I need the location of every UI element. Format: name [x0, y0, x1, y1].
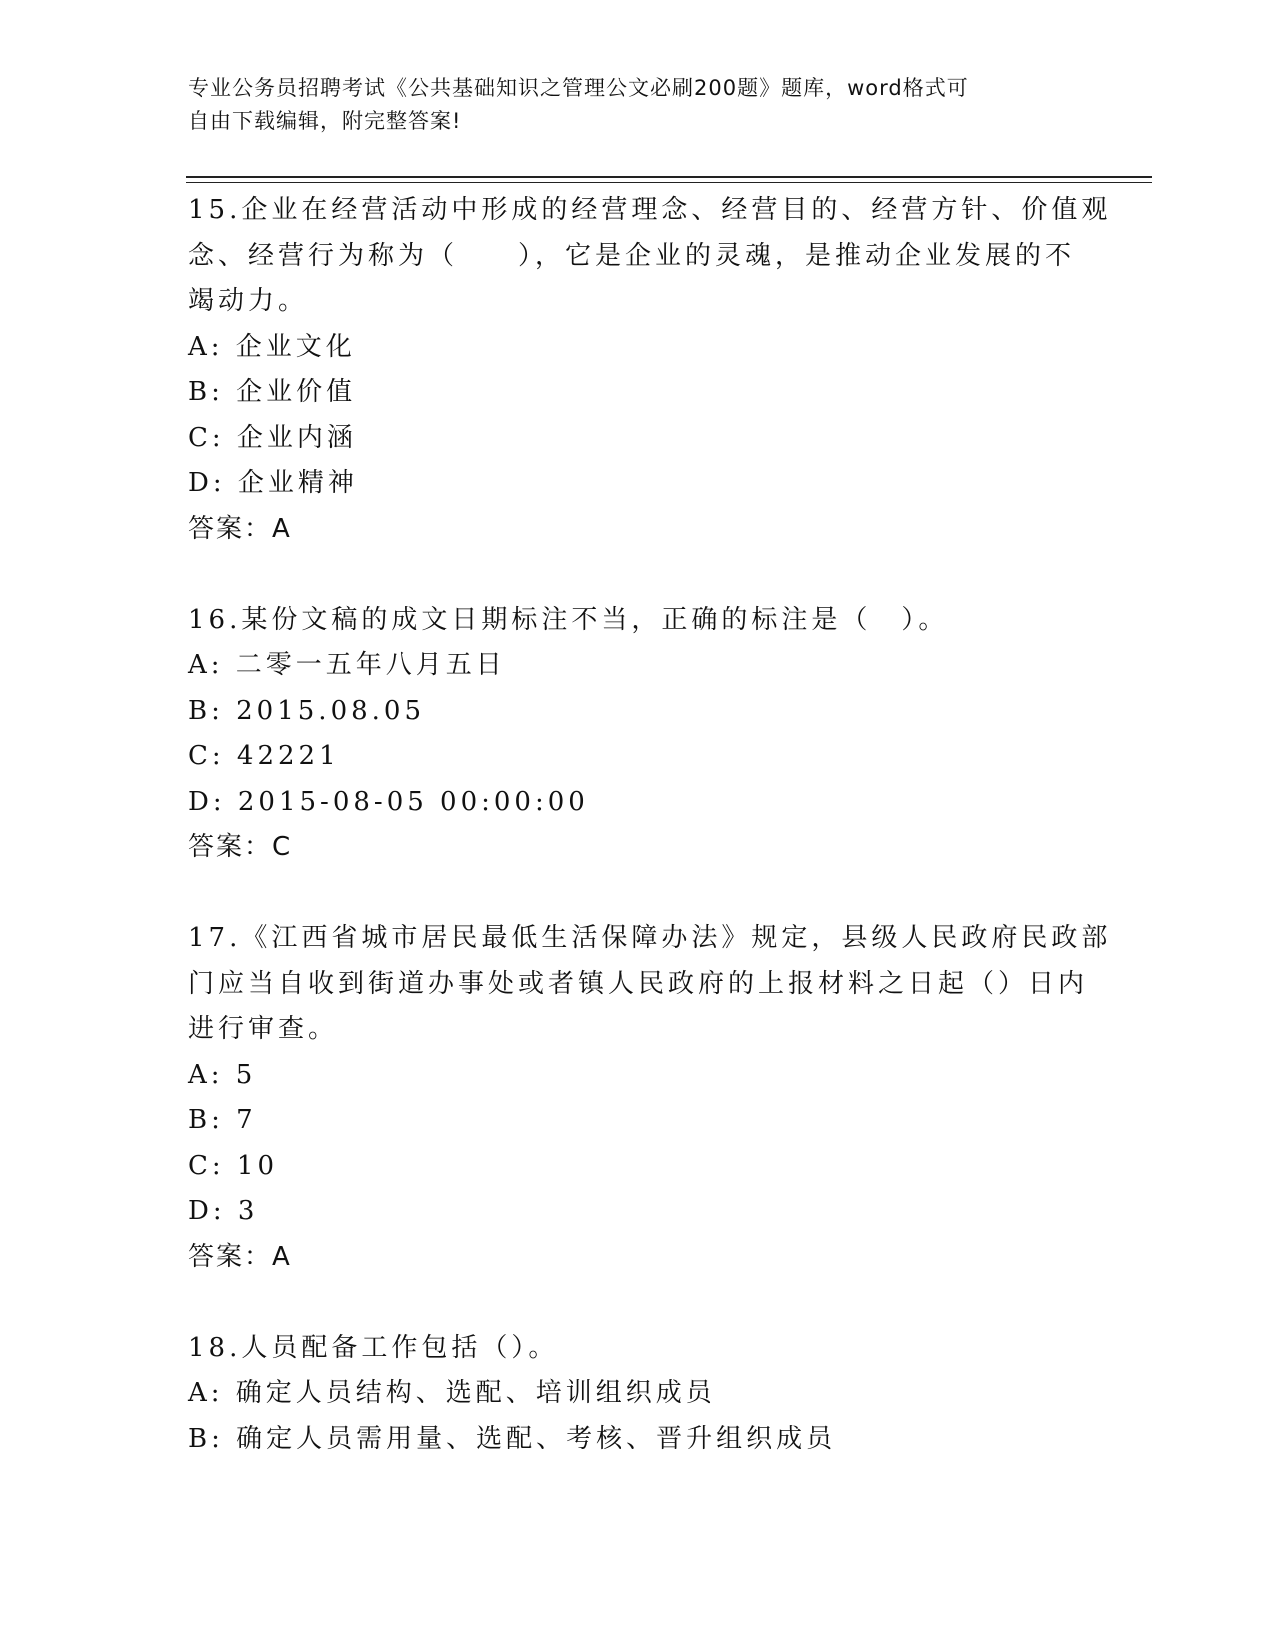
- option-c: C: 10: [188, 1150, 279, 1181]
- question-17: [188, 916, 1112, 1280]
- option-b: B: 确定人员需用量、选配、考核、晋升组织成员: [188, 1423, 837, 1454]
- question-stem-line: 15.企业在经营活动中形成的经营理念、经营目的、经营方针、价值观: [188, 195, 1112, 225]
- question-18: [188, 1326, 1088, 1463]
- spacer: [188, 552, 1088, 598]
- question-16: [188, 598, 1088, 871]
- option-c: C: 42221: [188, 741, 340, 771]
- question-stem-line: 竭动力。: [188, 286, 309, 316]
- question-stem-line: 16.某份文稿的成文日期标注不当，正确的标注是（ ）。: [188, 604, 949, 635]
- question-stem-line: 18.人员配备工作包括（）。: [188, 1332, 559, 1363]
- question-stem-line: 进行审查。: [188, 1014, 339, 1044]
- question-stem-line: 门应当自收到街道办事处或者镇人民政府的上报材料之日起（）日内: [188, 968, 1089, 999]
- option-d: D: 企业精神: [188, 468, 358, 498]
- header-divider-thick: [186, 176, 1152, 178]
- option-a: A: 5: [188, 1059, 257, 1090]
- option-c: C: 企业内涵: [188, 422, 357, 453]
- option-d: D: 3: [188, 1196, 259, 1226]
- question-15: [188, 188, 1112, 552]
- spacer: [188, 871, 1088, 917]
- option-b: B: 7: [188, 1105, 257, 1135]
- spacer: [188, 1280, 1088, 1326]
- option-d: D: 2015-08-05 00:00:00: [188, 786, 589, 817]
- question-stem-line: 念、经营行为称为（ ），它是企业的灵魂，是推动企业发展的不: [188, 240, 1076, 271]
- header-line-1: 专业公务员招聘考试《公共基础知识之管理公文必刷200题》题库，word格式可: [188, 76, 969, 100]
- answer-line: 答案：A: [188, 513, 292, 544]
- answer-line: 答案：C: [188, 832, 293, 862]
- header-line-2: 自由下载编辑，附完整答案!: [188, 109, 462, 133]
- option-a: A: 二零一五年八月五日: [188, 650, 506, 680]
- option-b: B: 企业价值: [188, 377, 357, 407]
- question-stem-line: 17.《江西省城市居民最低生活保障办法》规定，县级人民政府民政部: [188, 923, 1112, 953]
- question-list: [188, 188, 1112, 1462]
- document-header: [188, 72, 1068, 138]
- option-b: B: 2015.08.05: [188, 695, 425, 726]
- option-a: A: 确定人员结构、选配、培训组织成员: [188, 1378, 716, 1408]
- answer-line: 答案：A: [188, 1241, 292, 1272]
- option-a: A: 企业文化: [188, 331, 356, 362]
- header-divider-thin: [186, 182, 1152, 183]
